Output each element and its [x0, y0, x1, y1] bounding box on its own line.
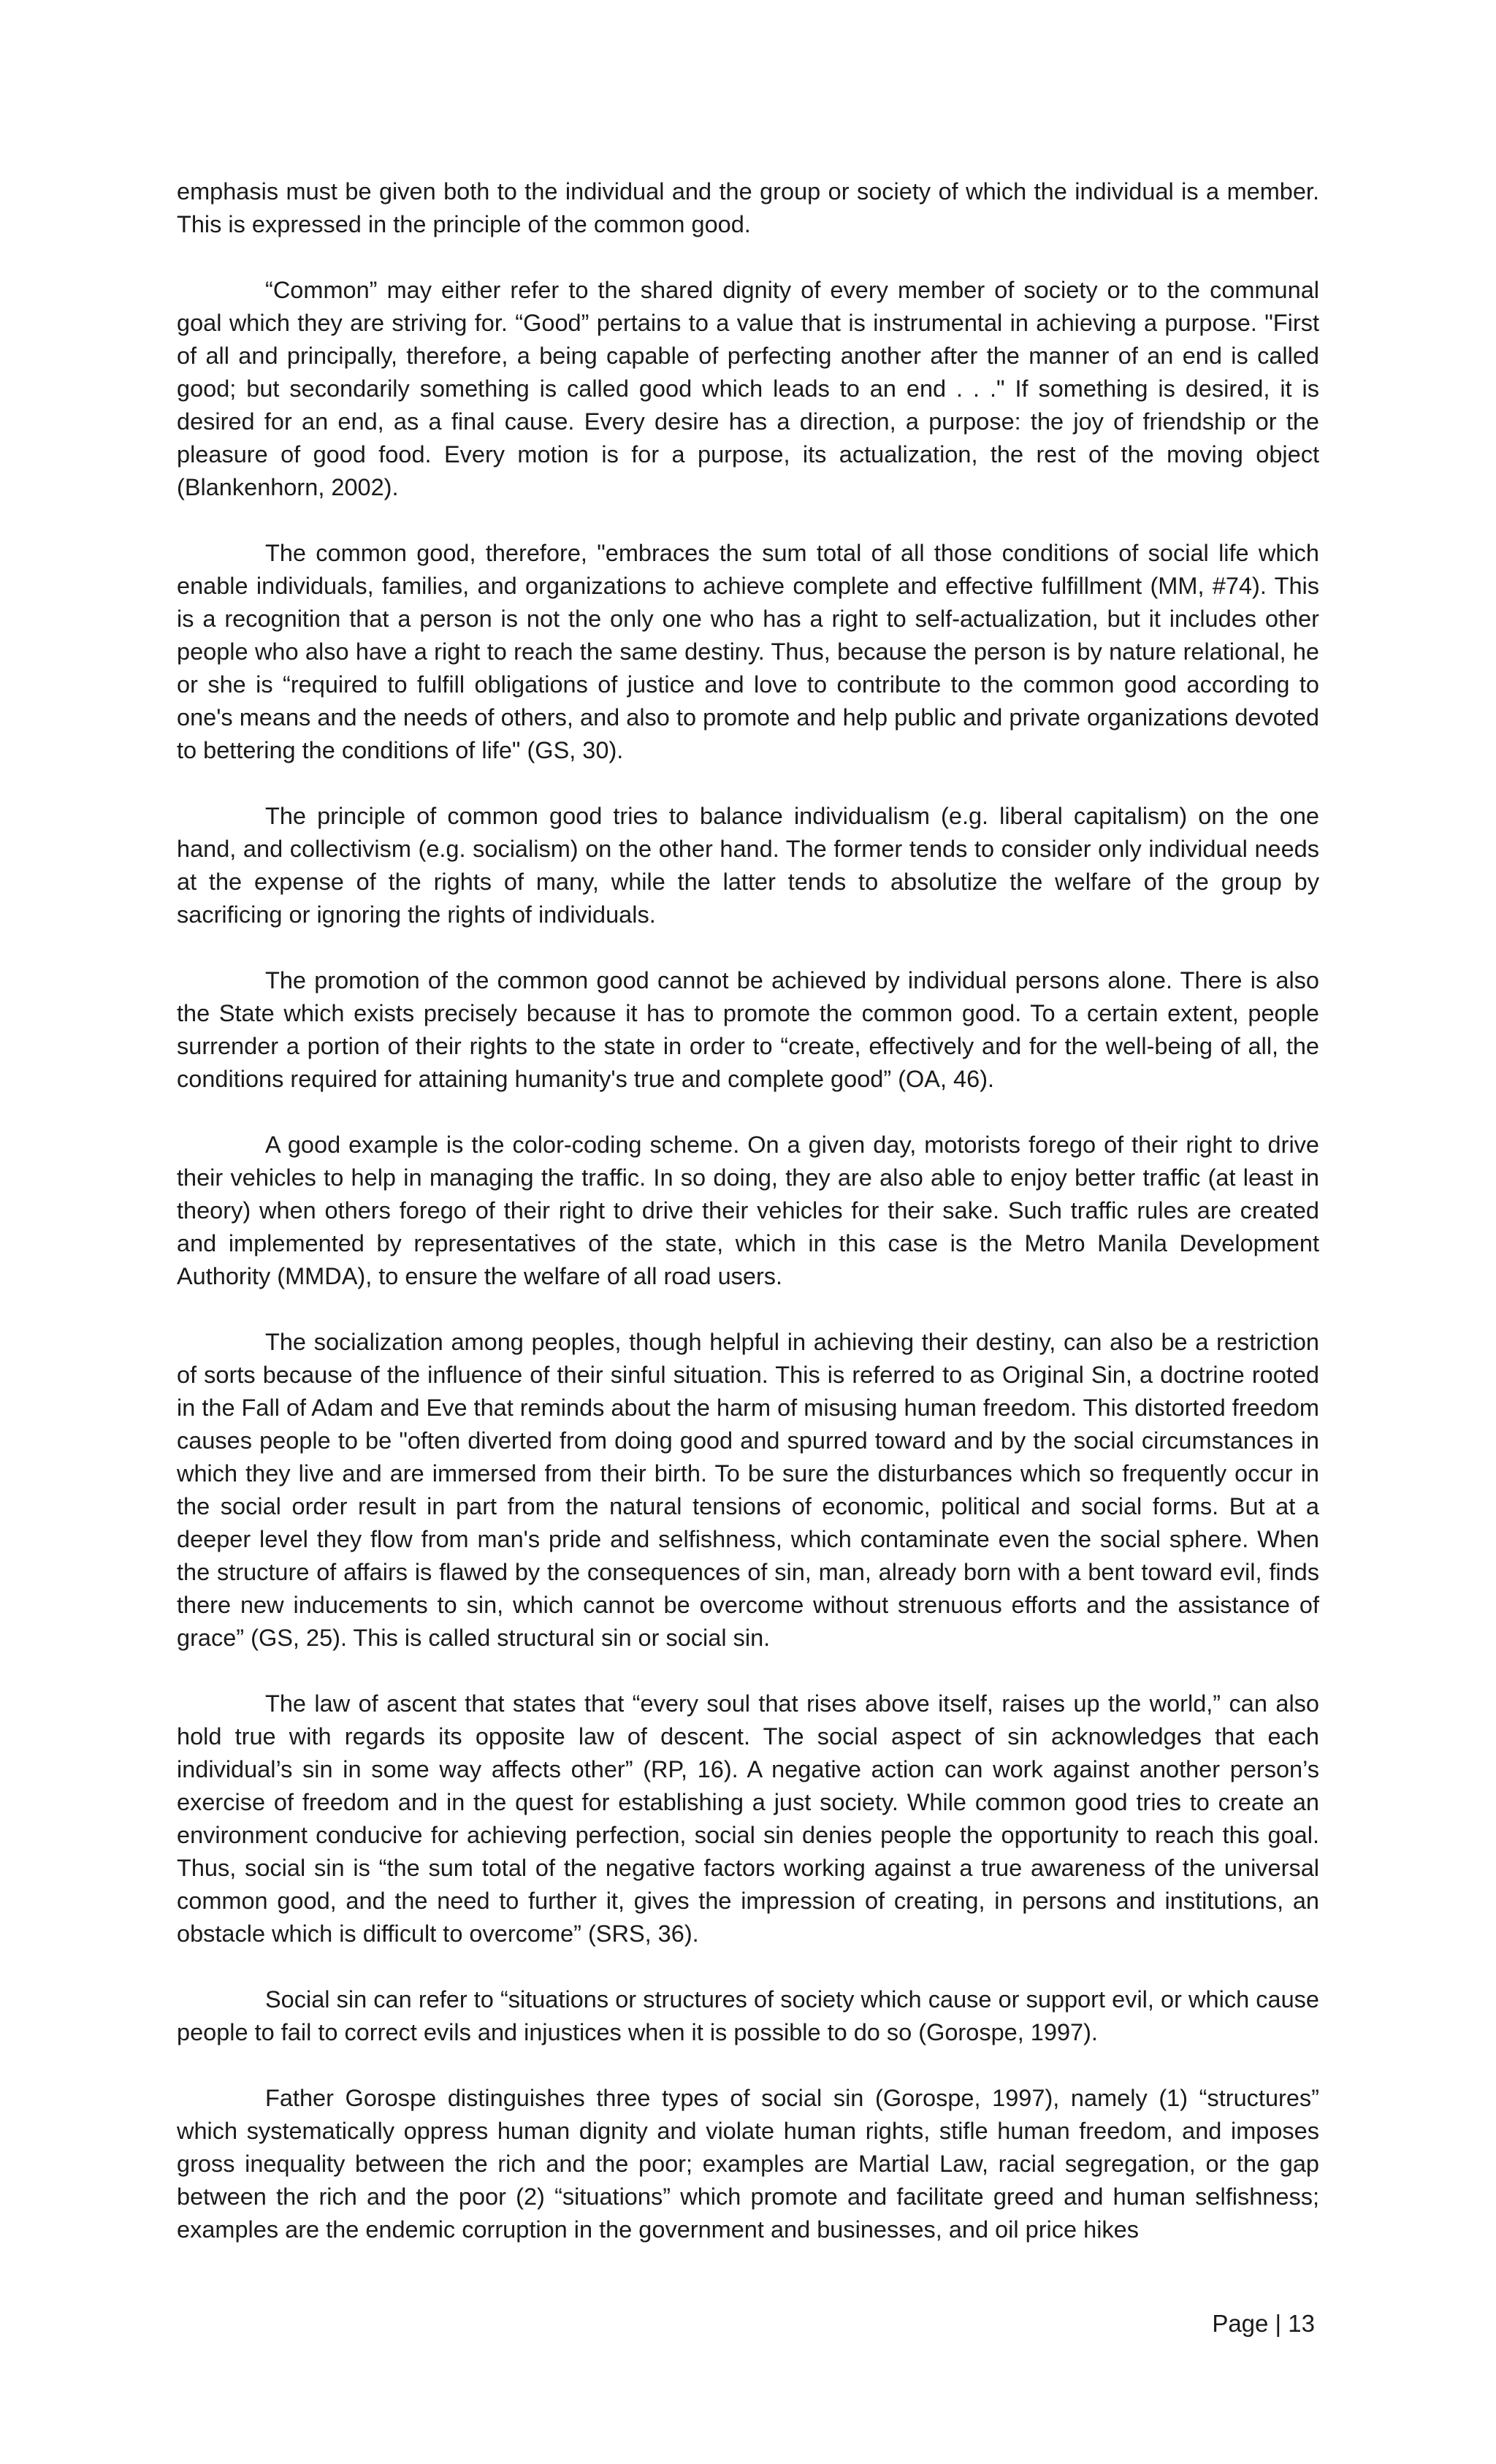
paragraph-common-good: The common good, therefore, "embraces the sum total of all those conditions of social life which enable individuals, families, and organizations to achieve complete and effective fulfillment (MM, #74). This is a recognition that a person is not the only one who has a right to self-actualization, but it includes other people who also have a right to reach the same destiny. Thus, because the person is by nature relational, he or she is “required to fulfill obligations of justice and love to contribute to the common good according to one's means and the needs of others, and also to promote and help public and private organizations devoted to bettering the conditions of life" (GS, 30). — [177, 540, 1319, 763]
paragraph-law-of-ascent: The law of ascent that states that “every soul that rises above itself, raises up the world,” can also hold true with regards its opposite law of descent. The social aspect of sin acknowledges that each individual’s sin in some way affects other” (RP, 16). A negative action can work against another person’s exercise of freedom and in the quest for establishing a just society. While common good tries to create an environment conducive for achieving perfection, social sin denies people the opportunity to reach this goal. Thus, social sin is “the sum total of the negative factors working against a true awareness of the universal common good, and the need to further it, gives the impression of creating, in persons and institutions, an obstacle which is difficult to overcome” (SRS, 36). — [177, 1690, 1319, 1947]
paragraph-continuation: emphasis must be given both to the individual and the group or society of which the individual is a member. This is expressed in the principle of the common good. — [177, 178, 1319, 237]
paragraph-social-sin-definition: Social sin can refer to “situations or structures of society which cause or support evil, or which cause people to fail to correct evils and injustices when it is possible to do so (Gorospe, 1997). — [177, 1986, 1319, 2045]
paragraph-individualism-collectivism: The principle of common good tries to balance individualism (e.g. liberal capitalism) on the one hand, and collectivism (e.g. socialism) on the other hand. The former tends to consider only individual needs at the expense of the rights of many, while the latter tends to absolutize the welfare of the group by sacrificing or ignoring the rights of individuals. — [177, 803, 1319, 928]
paragraph-state-role: The promotion of the common good cannot be achieved by individual persons alone. There is also the State which exists precisely because it has to promote the common good. To a certain extent, people surrender a portion of their rights to the state in order to “create, effectively and for the well-being of all, the conditions required for attaining humanity's true and complete good” (OA, 46). — [177, 967, 1319, 1092]
document-body — [177, 175, 1319, 2279]
page-number: Page | 13 — [1212, 2310, 1315, 2337]
paragraph-gorospe-types: Father Gorospe distinguishes three types of social sin (Gorospe, 1997), namely (1) “structures” which systematically oppress human dignity and violate human rights, stifle human freedom, and imposes gross inequality between the rich and the poor; examples are Martial Law, racial segregation, or the gap between the rich and the poor (2) “situations” which promote and facilitate greed and human selfishness; examples are the endemic corruption in the government and businesses, and oil price hikes — [177, 2085, 1319, 2243]
paragraph-socialization: The socialization among peoples, though helpful in achieving their destiny, can also be a restriction of sorts because of the influence of their sinful situation. This is referred to as Original Sin, a doctrine rooted in the Fall of Adam and Eve that reminds about the harm of misusing human freedom. This distorted freedom causes people to be "often diverted from doing good and spurred toward and by the social circumstances in which they live and are immersed from their birth. To be sure the disturbances which so frequently occur in the social order result in part from the natural tensions of economic, political and social forms. But at a deeper level they flow from man's pride and selfishness, which contaminate even the social sphere. When the structure of affairs is flawed by the consequences of sin, man, already born with a bent toward evil, finds there new inducements to sin, which cannot be overcome without strenuous efforts and the assistance of grace” (GS, 25). This is called structural sin or social sin. — [177, 1329, 1319, 1651]
paragraph-common-definition: “Common” may either refer to the shared dignity of every member of society or to the communal goal which they are striving for. “Good” pertains to a value that is instrumental in achieving a purpose. "First of all and principally, therefore, a being capable of perfecting another after the manner of an end is called good; but secondarily something is called good which leads to an end . . ." If something is desired, it is desired for an end, as a final cause. Every desire has a direction, a purpose: the joy of friendship or the pleasure of good food. Every motion is for a purpose, its actualization, the rest of the moving object (Blankenhorn, 2002). — [177, 277, 1319, 500]
paragraph-color-coding: A good example is the color-coding scheme. On a given day, motorists forego of their right to drive their vehicles to help in managing the traffic. In so doing, they are also able to enjoy better traffic (at least in theory) when others forego of their right to drive their vehicles for their sake. Such traffic rules are created and implemented by representatives of the state, which in this case is the Metro Manila Development Authority (MMDA), to ensure the welfare of all road users. — [177, 1132, 1319, 1289]
